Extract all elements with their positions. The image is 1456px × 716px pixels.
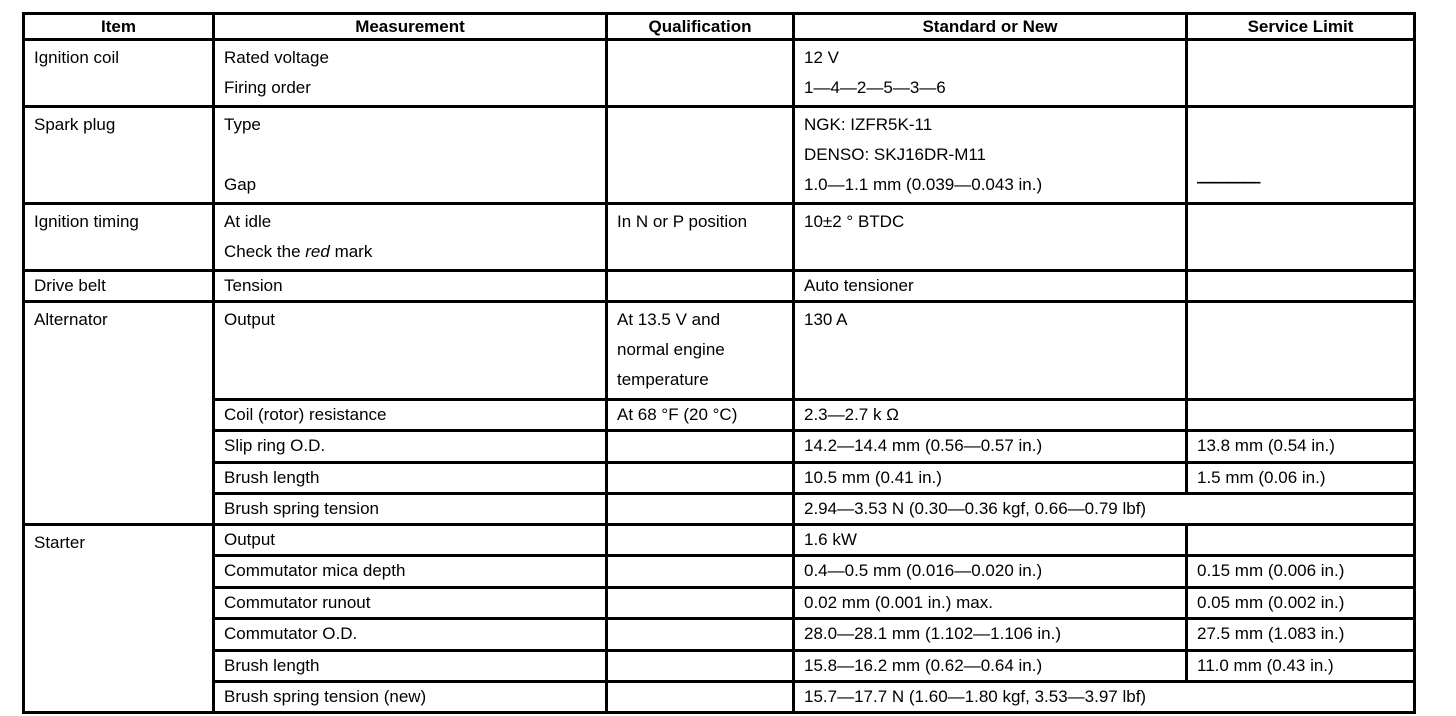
measurement-cell: Coil (rotor) resistance	[214, 400, 607, 431]
qualification-cell	[607, 619, 794, 651]
standard-line: 130 A	[804, 310, 848, 329]
measurement-cell: Commutator mica depth	[214, 556, 607, 588]
measurement-line: Type	[224, 115, 261, 134]
specifications-table	[22, 12, 1416, 714]
table-row	[24, 651, 1415, 682]
qualification-cell	[607, 556, 794, 588]
measurement-text: Check the	[224, 242, 306, 261]
standard-line: 1.0—1.1 mm (0.039—0.043 in.)	[804, 175, 1043, 194]
table-row	[24, 302, 1415, 400]
table-row	[24, 431, 1415, 463]
item-cell	[24, 302, 214, 525]
table-row	[24, 204, 1415, 271]
standard-cell: Auto tensioner	[794, 271, 1187, 302]
measurement-cell: Brush length	[214, 651, 607, 682]
column-header-item: Item	[24, 14, 214, 40]
service-limit-cell	[1187, 204, 1415, 271]
measurement-cell	[214, 302, 607, 400]
measurement-cell: Tension	[214, 271, 607, 302]
service-limit-cell	[1187, 400, 1415, 431]
measurement-text: mark	[329, 242, 373, 261]
no-value-dash: ————	[1197, 172, 1259, 191]
measurement-cell: Commutator runout	[214, 588, 607, 619]
item-label: Alternator	[34, 310, 108, 329]
standard-cell: 0.4—0.5 mm (0.016—0.020 in.)	[794, 556, 1187, 588]
standard-cell-spanning: 15.7—17.7 N (1.60—1.80 kgf, 3.53—3.97 lbf)	[794, 682, 1415, 713]
column-header-measurement: Measurement	[214, 14, 607, 40]
service-limit-cell	[1187, 107, 1415, 204]
item-label: Ignition timing	[34, 212, 139, 231]
item-label: Spark plug	[34, 115, 116, 134]
qualification-cell	[607, 204, 794, 271]
standard-cell: 1.6 kW	[794, 525, 1187, 556]
service-limit-cell: 1.5 mm (0.06 in.)	[1187, 463, 1415, 494]
measurement-cell: Brush length	[214, 463, 607, 494]
standard-cell: 14.2—14.4 mm (0.56—0.57 in.)	[794, 431, 1187, 463]
column-header-qualification: Qualification	[607, 14, 794, 40]
table-row	[24, 556, 1415, 588]
item-cell	[24, 525, 214, 713]
table-row	[24, 40, 1415, 107]
measurement-italic-text: red	[305, 242, 330, 261]
item-cell	[24, 107, 214, 204]
item-cell	[24, 204, 214, 271]
service-limit-cell: 0.15 mm (0.006 in.)	[1187, 556, 1415, 588]
item-cell	[24, 40, 214, 107]
qualification-cell	[607, 494, 794, 525]
table-row	[24, 107, 1415, 204]
table-row	[24, 271, 1415, 302]
qualification-cell	[607, 463, 794, 494]
standard-cell: 2.3—2.7 k Ω	[794, 400, 1187, 431]
qualification-cell	[607, 682, 794, 713]
measurement-line: Firing order	[224, 78, 311, 97]
standard-line: DENSO: SKJ16DR-M11	[804, 145, 987, 164]
measurement-line: At idle	[224, 212, 272, 231]
service-limit-cell: 13.8 mm (0.54 in.)	[1187, 431, 1415, 463]
table-row	[24, 525, 1415, 556]
service-limit-cell: 0.05 mm (0.002 in.)	[1187, 588, 1415, 619]
item-label: Starter	[34, 533, 86, 552]
measurement-line	[224, 237, 596, 267]
measurement-cell	[214, 40, 607, 107]
standard-cell: 28.0—28.1 mm (1.102—1.106 in.)	[794, 619, 1187, 651]
table-row	[24, 494, 1415, 525]
measurement-cell	[214, 107, 607, 204]
table-row	[24, 588, 1415, 619]
service-limit-cell	[1187, 40, 1415, 107]
service-limit-cell: 11.0 mm (0.43 in.)	[1187, 651, 1415, 682]
column-header-standard-or-new: Standard or New	[794, 14, 1187, 40]
standard-line: NGK: IZFR5K-11	[804, 115, 933, 134]
measurement-cell: Commutator O.D.	[214, 619, 607, 651]
standard-cell-spanning: 2.94—3.53 N (0.30—0.36 kgf, 0.66—0.79 lbf)	[794, 494, 1415, 525]
qualification-cell	[607, 525, 794, 556]
standard-cell	[794, 204, 1187, 271]
standard-line: 10±2 ° BTDC	[804, 212, 905, 231]
standard-cell: 15.8—16.2 mm (0.62—0.64 in.)	[794, 651, 1187, 682]
measurement-line: Rated voltage	[224, 48, 329, 67]
service-limit-cell: 27.5 mm (1.083 in.)	[1187, 619, 1415, 651]
qualification-cell	[607, 40, 794, 107]
standard-cell	[794, 40, 1187, 107]
item-cell: Drive belt	[24, 271, 214, 302]
measurement-line: Output	[224, 310, 276, 329]
column-header-service-limit: Service Limit	[1187, 14, 1415, 40]
qualification-line: temperature	[617, 370, 709, 389]
standard-cell	[794, 107, 1187, 204]
header-row	[24, 14, 1415, 40]
table-row	[24, 463, 1415, 494]
qualification-cell: At 68 °F (20 °C)	[607, 400, 794, 431]
measurement-cell	[214, 204, 607, 271]
table-row	[24, 400, 1415, 431]
standard-line: 1—4—2—5—3—6	[804, 78, 946, 97]
qualification-cell	[607, 431, 794, 463]
measurement-line: Gap	[224, 175, 257, 194]
qualification-cell	[607, 107, 794, 204]
table-row	[24, 619, 1415, 651]
standard-cell	[794, 302, 1187, 400]
qualification-cell	[607, 588, 794, 619]
standard-cell: 10.5 mm (0.41 in.)	[794, 463, 1187, 494]
measurement-cell: Output	[214, 525, 607, 556]
standard-cell: 0.02 mm (0.001 in.) max.	[794, 588, 1187, 619]
measurement-line	[224, 140, 596, 170]
qualification-line: At 13.5 V and	[617, 310, 721, 329]
service-limit-cell	[1187, 271, 1415, 302]
qualification-line: In N or P position	[617, 212, 748, 231]
qualification-cell	[607, 302, 794, 400]
measurement-cell: Brush spring tension (new)	[214, 682, 607, 713]
measurement-cell: Brush spring tension	[214, 494, 607, 525]
service-limit-cell	[1187, 302, 1415, 400]
measurement-cell: Slip ring O.D.	[214, 431, 607, 463]
item-label: Ignition coil	[34, 48, 120, 67]
qualification-line: normal engine	[617, 340, 725, 359]
qualification-cell	[607, 651, 794, 682]
standard-line: 12 V	[804, 48, 839, 67]
qualification-cell	[607, 271, 794, 302]
table-row	[24, 682, 1415, 713]
service-limit-cell	[1187, 525, 1415, 556]
